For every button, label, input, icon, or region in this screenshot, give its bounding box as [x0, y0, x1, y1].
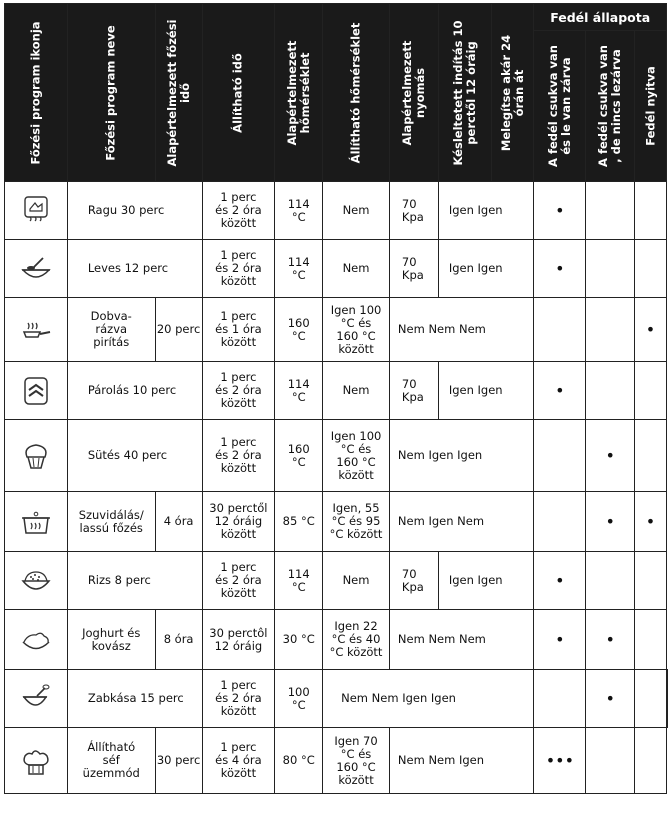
adjustable-temp: Igen 22 °C és 40 °C között	[323, 610, 390, 670]
adjustable-temp: Nem	[323, 240, 390, 298]
default-temp: 100 °C	[275, 670, 323, 728]
default-time: 20 perc	[155, 298, 202, 362]
default-pressure: Nem Igen Igen	[389, 420, 534, 492]
default-pressure: Nem Nem Nem	[389, 610, 534, 670]
program-name: Joghurt és kovász	[67, 610, 155, 670]
default-temp: 114 °C	[275, 552, 323, 610]
delayed-start: Igen Igen	[438, 182, 534, 240]
header-icon: Főzési program ikonja	[5, 4, 68, 182]
adjustable-temp: Nem	[323, 182, 390, 240]
adjustable-temp: Nem	[323, 362, 390, 420]
table-row	[5, 420, 668, 492]
lid-closed-locked: •	[534, 362, 586, 420]
table-row	[5, 552, 668, 610]
default-temp: 114 °C	[275, 240, 323, 298]
delayed-start: Igen Igen	[438, 240, 534, 298]
default-temp: 80 °C	[275, 728, 323, 794]
lid-closed-locked	[534, 298, 586, 362]
default-temp: 160 °C	[275, 420, 323, 492]
lid-open	[635, 240, 667, 298]
table-row	[5, 728, 668, 794]
adjustable-temp: Nem	[323, 552, 390, 610]
lid-closed-locked: •	[534, 182, 586, 240]
table-row	[5, 182, 668, 240]
default-time: 4 óra	[155, 492, 202, 552]
adjustable-temp: Igen 70 °C és 160 °C között	[323, 728, 390, 794]
lid-open	[635, 552, 667, 610]
default-pressure: 70 Kpa	[389, 362, 438, 420]
program-name: Párolás 10 perc	[67, 362, 202, 420]
header-lid-closed-unlocked: A fedél csukva van , de nincs lezárva	[586, 31, 635, 182]
adjustable-temp: Nem Nem Igen Igen	[323, 670, 534, 728]
stew-icon	[5, 182, 68, 240]
lid-closed-unlocked: •	[586, 610, 635, 670]
lid-closed-unlocked	[586, 182, 635, 240]
lid-closed-locked: •	[586, 670, 635, 728]
lid-closed-locked: •	[534, 610, 586, 670]
lid-closed-locked: •	[534, 552, 586, 610]
lid-open	[635, 182, 667, 240]
adjustable-time: 1 perc és 2 óra között	[202, 240, 275, 298]
table-row	[5, 492, 668, 552]
program-name: Leves 12 perc	[67, 240, 202, 298]
table-row	[5, 298, 668, 362]
adjustable-time: 1 perc és 2 óra között	[202, 420, 275, 492]
chef-hat-icon	[5, 728, 68, 794]
lid-closed-unlocked: •	[586, 420, 635, 492]
default-pressure: Nem Nem Nem	[389, 298, 534, 362]
adjustable-time: 30 perctôl 12 óráig	[202, 610, 275, 670]
lid-closed-unlocked	[586, 552, 635, 610]
lid-closed-locked: •••	[534, 728, 586, 794]
lid-closed-unlocked	[635, 670, 667, 728]
porridge-icon	[5, 670, 68, 728]
header-default-temp: Alapértelmezett hőmérséklet	[275, 4, 323, 182]
program-name: Zabkása 15 perc	[67, 670, 202, 728]
adjustable-time: 1 perc és 4 óra között	[202, 728, 275, 794]
lid-open: •	[635, 298, 667, 362]
table-row	[5, 362, 668, 420]
program-name: Szuvidálás/ lassú főzés	[67, 492, 155, 552]
default-time: 8 óra	[155, 610, 202, 670]
table-row	[5, 670, 668, 728]
program-name: Dobva- rázva pirítás	[67, 298, 155, 362]
bake-icon	[5, 420, 68, 492]
delayed-start: Igen Igen	[438, 362, 534, 420]
program-name: Sütés 40 perc	[67, 420, 202, 492]
lid-open	[667, 670, 668, 728]
default-pressure: 70 Kpa	[389, 552, 438, 610]
adjustable-time: 1 perc és 2 óra között	[202, 552, 275, 610]
lid-closed-unlocked	[586, 728, 635, 794]
program-name: Ragu 30 perc	[67, 182, 202, 240]
keep-warm	[534, 670, 586, 728]
header-lid-state: Fedél állapota	[534, 4, 667, 31]
soup-icon	[5, 240, 68, 298]
header-delayed-start: Késleltetett indítás 10 perctől 12 óráig	[438, 4, 491, 182]
header-lid-closed-locked: A fedél csukva van és le van zárva	[534, 31, 586, 182]
header-default-pressure: Alapértelmezett nyomás	[389, 4, 438, 182]
header-name: Főzési program neve	[67, 4, 155, 182]
header-lid-open: Fedél nyitva	[635, 31, 667, 182]
lid-closed-unlocked	[586, 298, 635, 362]
lid-closed-unlocked: •	[586, 492, 635, 552]
yogurt-icon	[5, 610, 68, 670]
table-row	[5, 240, 668, 298]
default-time: 30 perc	[155, 728, 202, 794]
program-name: Állítható séf üzemmód	[67, 728, 155, 794]
lid-open: •	[635, 492, 667, 552]
adjustable-temp: Igen, 55 °C és 95 °C között	[323, 492, 390, 552]
lid-open	[635, 420, 667, 492]
default-temp: 85 °C	[275, 492, 323, 552]
adjustable-time: 1 perc és 1 óra között	[202, 298, 275, 362]
default-temp: 114 °C	[275, 182, 323, 240]
default-temp: 160 °C	[275, 298, 323, 362]
cooking-programs-table	[4, 3, 668, 794]
default-pressure: Nem Igen Nem	[389, 492, 534, 552]
default-temp: 114 °C	[275, 362, 323, 420]
default-temp: 30 °C	[275, 610, 323, 670]
adjustable-time: 1 perc és 2 óra között	[202, 362, 275, 420]
header-adjustable-temp: Állítható hőmérséklet	[323, 4, 390, 182]
header-default-time: Alapértelmezett főzési idő	[155, 4, 202, 182]
lid-closed-unlocked	[586, 240, 635, 298]
lid-closed-locked	[534, 420, 586, 492]
steam-icon	[5, 362, 68, 420]
adjustable-time: 1 perc és 2 óra között	[202, 182, 275, 240]
default-pressure: 70 Kpa	[389, 182, 438, 240]
lid-closed-unlocked	[586, 362, 635, 420]
header-adjustable-time: Állítható idő	[202, 4, 275, 182]
pan-fry-icon	[5, 298, 68, 362]
lid-closed-locked	[534, 492, 586, 552]
delayed-start: Igen Igen	[438, 552, 534, 610]
table-row	[5, 610, 668, 670]
adjustable-temp: Igen 100 °C és 160 °C között	[323, 298, 390, 362]
program-name: Rizs 8 perc	[67, 552, 202, 610]
lid-open	[635, 362, 667, 420]
header-keep-warm: Melegítse akár 24 órán át	[491, 4, 534, 182]
default-pressure: Nem Nem Igen	[389, 728, 534, 794]
default-pressure: 70 Kpa	[389, 240, 438, 298]
sous-vide-icon	[5, 492, 68, 552]
adjustable-time: 30 perctől 12 óráig között	[202, 492, 275, 552]
lid-open	[635, 610, 667, 670]
adjustable-temp: Igen 100 °C és 160 °C között	[323, 420, 390, 492]
rice-icon	[5, 552, 68, 610]
lid-closed-locked: •	[534, 240, 586, 298]
adjustable-time: 1 perc és 2 óra között	[202, 670, 275, 728]
lid-open	[635, 728, 667, 794]
